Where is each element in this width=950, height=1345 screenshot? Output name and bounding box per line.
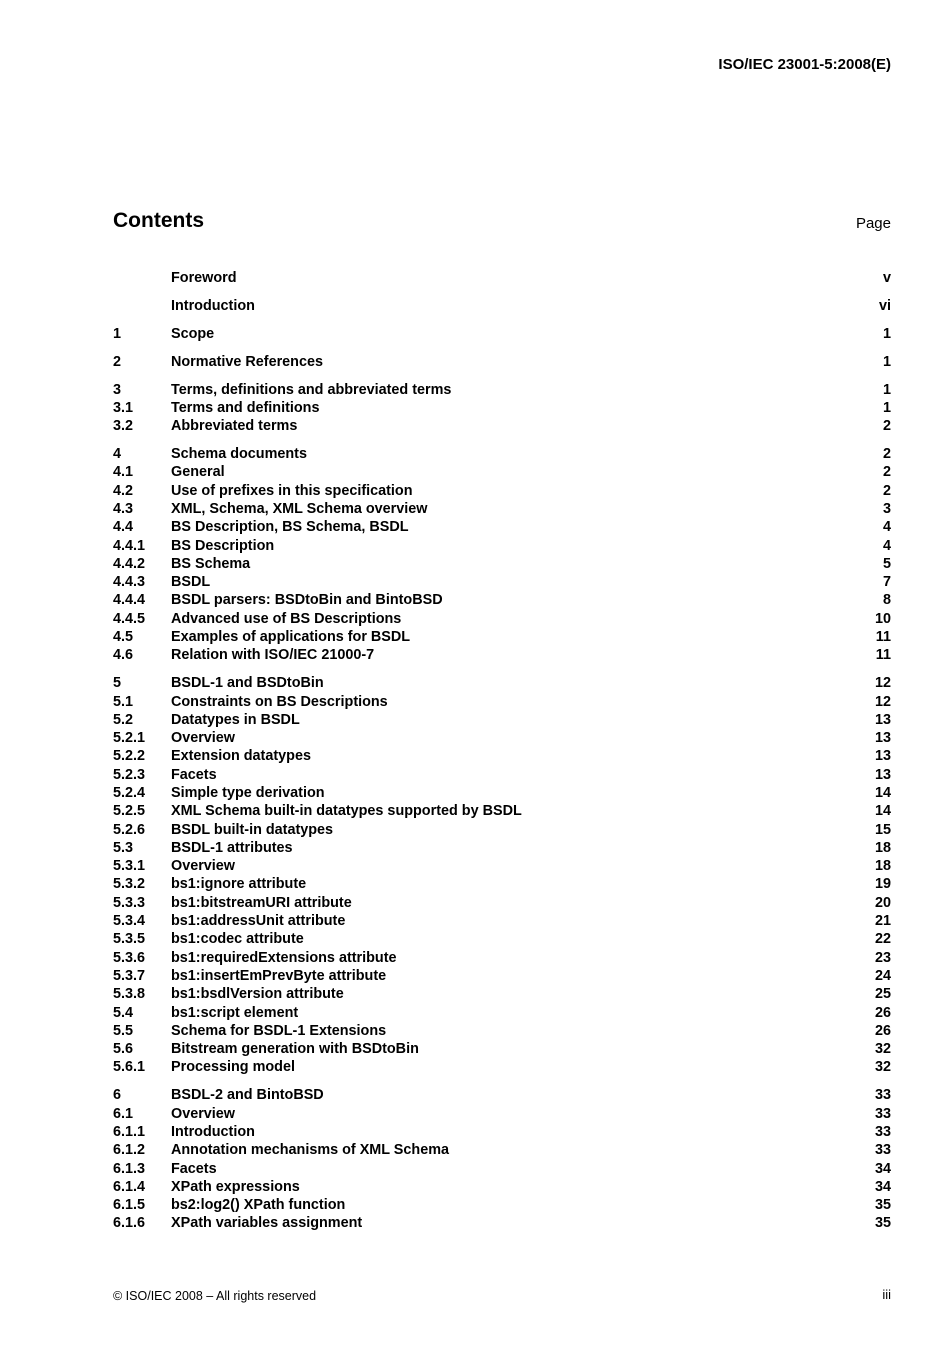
toc-entry-number: 2 — [113, 353, 122, 370]
toc-entry[interactable] — [113, 353, 891, 371]
toc-entry-page: 11 — [875, 647, 891, 664]
toc-entry-page: 13 — [874, 711, 891, 728]
toc-entry-number: 6.1 — [113, 1105, 134, 1122]
toc-entry[interactable] — [113, 399, 891, 417]
toc-entry[interactable] — [113, 1123, 891, 1141]
toc-entry[interactable] — [113, 821, 891, 839]
toc-entry[interactable] — [113, 967, 891, 985]
toc-entry-title: Facets — [171, 1160, 217, 1177]
toc-group — [113, 674, 891, 1077]
toc-entry-page: 4 — [882, 519, 891, 536]
toc-entry[interactable] — [113, 537, 891, 555]
toc-entry-title: Overview — [171, 858, 235, 875]
toc-group — [113, 297, 891, 315]
toc-entry[interactable] — [113, 591, 891, 609]
contents-heading: Contents — [113, 209, 204, 232]
toc-entry-page: 1 — [882, 399, 891, 416]
toc-entry-page: 34 — [874, 1160, 891, 1177]
page-number: iii — [882, 1287, 891, 1302]
toc-entry[interactable] — [113, 1022, 891, 1040]
toc-entry[interactable] — [113, 802, 891, 820]
toc-entry[interactable] — [113, 463, 891, 481]
toc-entry-page: 35 — [874, 1215, 891, 1232]
toc-entry-title: BSDL-1 and BSDtoBin — [171, 675, 324, 692]
toc-entry-page: 1 — [882, 381, 891, 398]
toc-group — [113, 269, 891, 287]
toc-entry-page: 14 — [874, 803, 891, 820]
toc-entry-title: Foreword — [171, 270, 237, 286]
toc-entry-page: 26 — [874, 1022, 891, 1039]
toc-entry[interactable] — [113, 747, 891, 765]
toc-entry-number: 3.1 — [113, 399, 134, 416]
toc-entry[interactable] — [113, 949, 891, 967]
toc-entry-title: BSDL — [171, 574, 211, 591]
toc-entry-number: 5.6.1 — [113, 1059, 146, 1076]
toc-entry-number: 5.2.4 — [113, 784, 146, 801]
toc-entry-title: Processing model — [171, 1059, 295, 1076]
toc-entry-page: 14 — [874, 784, 891, 801]
document-id: ISO/IEC 23001-5:2008(E) — [718, 56, 891, 73]
toc-entry-title: bs1:insertEmPrevByte attribute — [171, 967, 387, 984]
toc-entry-title: Terms and definitions — [171, 399, 320, 416]
toc-entry-page: 32 — [874, 1059, 891, 1076]
toc-entry-title: Constraints on BS Descriptions — [171, 693, 388, 710]
toc-entry-title: Use of prefixes in this specification — [171, 482, 413, 499]
toc-entry-page: 19 — [874, 876, 891, 893]
toc-entry-title: Overview — [171, 730, 235, 747]
toc-entry-page: 3 — [882, 500, 891, 517]
toc-entry[interactable] — [113, 297, 891, 315]
toc-entry-page: 32 — [874, 1041, 891, 1058]
toc-entry[interactable] — [113, 711, 891, 729]
toc-entry-page: v — [882, 270, 891, 286]
toc-entry-number: 5 — [113, 675, 122, 692]
toc-entry[interactable] — [113, 985, 891, 1003]
toc-entry[interactable] — [113, 381, 891, 399]
toc-entry-number: 5.4 — [113, 1004, 134, 1021]
toc-entry-page: 13 — [874, 766, 891, 783]
toc-entry-page: 5 — [882, 555, 891, 572]
toc-entry[interactable] — [113, 674, 891, 692]
toc-entry-number: 5.3.2 — [113, 876, 146, 893]
table-of-contents — [113, 269, 891, 1242]
toc-entry-title: bs1:bitstreamURI attribute — [171, 894, 352, 911]
toc-group — [113, 445, 891, 665]
toc-entry-title: XML, Schema, XML Schema overview — [171, 500, 428, 517]
toc-entry[interactable] — [113, 1058, 891, 1076]
toc-entry-title: Advanced use of BS Descriptions — [171, 610, 402, 627]
toc-entry[interactable] — [113, 269, 891, 287]
toc-entry-number: 5.3.4 — [113, 913, 146, 930]
toc-group — [113, 353, 891, 371]
toc-entry[interactable] — [113, 417, 891, 435]
toc-entry-number: 6.1.4 — [113, 1178, 146, 1195]
toc-entry-number: 4.4.4 — [113, 592, 146, 609]
toc-entry-number: 5.1 — [113, 693, 134, 710]
toc-entry-number: 4.6 — [113, 647, 134, 664]
toc-group — [113, 1086, 891, 1232]
toc-entry-number: 4.2 — [113, 482, 134, 499]
toc-entry-page: 25 — [874, 986, 891, 1003]
toc-entry-title: bs2:log2() XPath function — [171, 1197, 346, 1214]
toc-entry-number: 3.2 — [113, 418, 134, 435]
toc-entry-title: XML Schema built-in datatypes supported by BSDL — [171, 803, 522, 820]
toc-entry-title: bs1:bsdlVersion attribute — [171, 986, 344, 1003]
toc-entry[interactable] — [113, 1178, 891, 1196]
toc-entry-title: Relation with ISO/IEC 21000-7 — [171, 647, 375, 664]
toc-entry-page: 33 — [874, 1105, 891, 1122]
toc-entry[interactable] — [113, 646, 891, 664]
toc-entry-number: 4.4.5 — [113, 610, 146, 627]
toc-entry-number: 4.4.2 — [113, 555, 146, 572]
toc-entry-number: 6 — [113, 1087, 122, 1104]
toc-entry-page: 10 — [874, 610, 891, 627]
toc-entry-title: BSDL built-in datatypes — [171, 821, 334, 838]
toc-entry-title: BS Schema — [171, 555, 251, 572]
toc-entry-number: 6.1.2 — [113, 1142, 146, 1159]
toc-entry[interactable] — [113, 766, 891, 784]
toc-entry[interactable] — [113, 693, 891, 711]
toc-entry-number: 4 — [113, 446, 122, 463]
toc-group — [113, 325, 891, 343]
toc-entry-title: Extension datatypes — [171, 748, 311, 765]
toc-entry-title: bs1:addressUnit attribute — [171, 913, 346, 930]
toc-entry-number: 5.2.5 — [113, 803, 146, 820]
toc-entry-title: BSDL parsers: BSDtoBin and BintoBSD — [171, 592, 443, 609]
toc-entry-page: 33 — [874, 1123, 891, 1140]
toc-group — [113, 381, 891, 436]
toc-entry[interactable] — [113, 445, 891, 463]
toc-entry-page: 4 — [882, 537, 891, 554]
toc-entry-title: Facets — [171, 766, 217, 783]
toc-entry-page: 20 — [874, 894, 891, 911]
toc-entry-number: 5.2.2 — [113, 748, 146, 765]
toc-entry[interactable] — [113, 1105, 891, 1123]
toc-entry-title: bs1:requiredExtensions attribute — [171, 949, 397, 966]
toc-entry-title: Overview — [171, 1105, 235, 1122]
toc-entry-number: 5.5 — [113, 1022, 134, 1039]
toc-entry-number: 5.3.3 — [113, 894, 146, 911]
toc-entry-number: 5.2.3 — [113, 766, 146, 783]
toc-entry-title: Annotation mechanisms of XML Schema — [171, 1142, 450, 1159]
toc-entry-title: Normative References — [171, 353, 323, 370]
toc-entry[interactable] — [113, 839, 891, 857]
toc-entry-number: 4.3 — [113, 500, 134, 517]
toc-entry-number: 6.1.3 — [113, 1160, 146, 1177]
toc-entry-page: 34 — [874, 1178, 891, 1195]
page-column-label: Page — [855, 215, 891, 232]
toc-entry[interactable] — [113, 784, 891, 802]
toc-entry-title: Introduction — [171, 1123, 255, 1140]
toc-entry[interactable] — [113, 325, 891, 343]
toc-entry-title: Schema for BSDL-1 Extensions — [171, 1022, 387, 1039]
toc-entry[interactable] — [113, 857, 891, 875]
toc-entry[interactable] — [113, 729, 891, 747]
toc-entry-number: 6.1.5 — [113, 1197, 146, 1214]
toc-entry[interactable] — [113, 1141, 891, 1159]
toc-entry[interactable] — [113, 930, 891, 948]
toc-entry-number: 5.3.8 — [113, 986, 146, 1003]
toc-entry-page: 13 — [874, 748, 891, 765]
toc-entry-number: 6.1.1 — [113, 1123, 146, 1140]
toc-entry-number: 4.4.3 — [113, 574, 146, 591]
toc-entry[interactable] — [113, 1004, 891, 1022]
toc-entry-title: Introduction — [171, 297, 255, 314]
toc-entry-page: 12 — [874, 675, 891, 692]
toc-entry-number: 5.6 — [113, 1041, 134, 1058]
toc-entry-title: Abbreviated terms — [171, 418, 298, 435]
toc-entry-title: Examples of applications for BSDL — [171, 629, 411, 646]
toc-entry-number: 4.4 — [113, 519, 134, 536]
toc-entry[interactable] — [113, 894, 891, 912]
toc-entry-page: 1 — [882, 353, 891, 370]
toc-entry-number: 5.3.6 — [113, 949, 146, 966]
toc-entry[interactable] — [113, 573, 891, 591]
toc-entry-page: 18 — [874, 839, 891, 856]
toc-entry-page: 18 — [874, 858, 891, 875]
toc-entry-title: BS Description — [171, 537, 275, 554]
toc-entry-page: 33 — [874, 1087, 891, 1104]
toc-entry-title: Schema documents — [171, 446, 307, 463]
toc-entry-title: bs1:ignore attribute — [171, 876, 307, 893]
toc-entry-title: bs1:script element — [171, 1004, 299, 1021]
toc-entry-page: 26 — [874, 1004, 891, 1021]
toc-entry[interactable] — [113, 628, 891, 646]
toc-entry-page: 8 — [882, 592, 891, 609]
toc-entry-page: 11 — [875, 629, 891, 646]
toc-entry[interactable] — [113, 482, 891, 500]
toc-entry-number: 5.2.1 — [113, 730, 146, 747]
copyright-notice: © ISO/IEC 2008 – All rights reserved — [113, 1289, 317, 1303]
toc-entry[interactable] — [113, 912, 891, 930]
toc-entry[interactable] — [113, 500, 891, 518]
toc-entry[interactable] — [113, 1196, 891, 1214]
toc-entry-page: 1 — [882, 325, 891, 342]
toc-entry-page: 22 — [874, 931, 891, 948]
toc-entry-title: XPath expressions — [171, 1178, 300, 1195]
toc-entry-page: 33 — [874, 1142, 891, 1159]
toc-entry[interactable] — [113, 610, 891, 628]
toc-entry-number: 5.3 — [113, 839, 134, 856]
toc-entry-number: 4.4.1 — [113, 537, 146, 554]
toc-entry-number: 4.5 — [113, 629, 134, 646]
toc-entry-number: 5.2.6 — [113, 821, 146, 838]
toc-entry-title: BS Description, BS Schema, BSDL — [171, 519, 409, 536]
toc-entry-page: 24 — [874, 967, 891, 984]
toc-entry-title: BSDL-2 and BintoBSD — [171, 1087, 324, 1104]
toc-entry[interactable] — [113, 555, 891, 573]
toc-entry-number: 6.1.6 — [113, 1215, 146, 1232]
toc-entry-title: Datatypes in BSDL — [171, 711, 300, 728]
toc-entry[interactable] — [113, 518, 891, 536]
toc-entry-page: 35 — [874, 1197, 891, 1214]
toc-entry-title: Bitstream generation with BSDtoBin — [171, 1041, 419, 1058]
toc-entry-page: 12 — [874, 693, 891, 710]
toc-entry-number: 4.1 — [113, 464, 134, 481]
toc-entry-page: 7 — [882, 574, 891, 591]
toc-entry-number: 5.3.5 — [113, 931, 146, 948]
toc-entry-title: Scope — [171, 325, 215, 342]
toc-entry-number: 3 — [113, 381, 122, 398]
toc-entry-page: 2 — [882, 418, 891, 435]
toc-entry-title: General — [171, 464, 225, 481]
toc-entry-title: XPath variables assignment — [171, 1215, 363, 1232]
toc-entry[interactable] — [113, 875, 891, 893]
toc-entry-page: 23 — [874, 949, 891, 966]
toc-entry-number: 1 — [113, 325, 122, 342]
toc-entry-page: 15 — [874, 821, 891, 838]
toc-entry[interactable] — [113, 1160, 891, 1178]
toc-entry-number: 5.3.7 — [113, 967, 146, 984]
toc-entry-number: 5.3.1 — [113, 858, 146, 875]
toc-entry-title: Terms, definitions and abbreviated terms — [171, 381, 452, 398]
toc-entry-title: BSDL-1 attributes — [171, 839, 293, 856]
toc-entry[interactable] — [113, 1086, 891, 1104]
toc-entry[interactable] — [113, 1040, 891, 1058]
toc-entry[interactable] — [113, 1214, 891, 1232]
toc-entry-page: 21 — [874, 913, 891, 930]
toc-entry-title: bs1:codec attribute — [171, 931, 304, 948]
toc-entry-page: 2 — [882, 482, 891, 499]
toc-entry-title: Simple type derivation — [171, 784, 325, 801]
toc-entry-page: 2 — [882, 446, 891, 463]
toc-entry-page: 13 — [874, 730, 891, 747]
toc-entry-page: vi — [878, 297, 891, 314]
toc-entry-page: 2 — [882, 464, 891, 481]
toc-entry-number: 5.2 — [113, 711, 134, 728]
